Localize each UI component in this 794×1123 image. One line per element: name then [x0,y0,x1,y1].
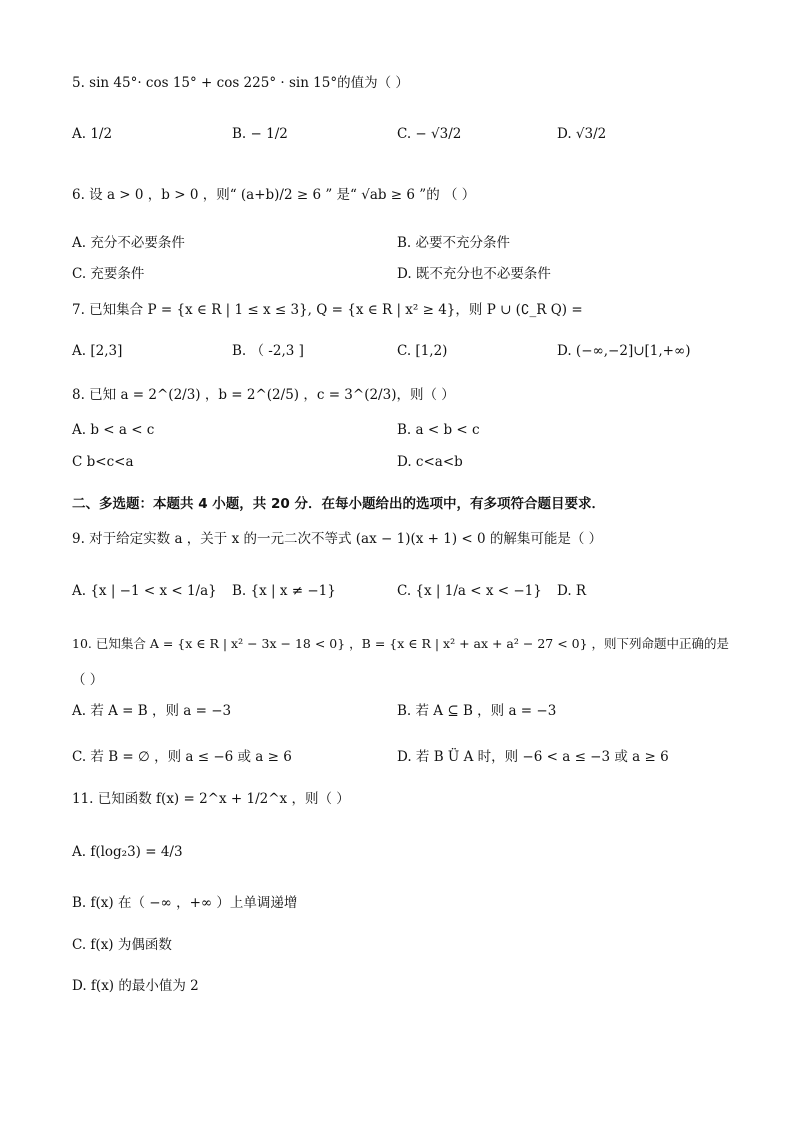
q10-stem: 10. 已知集合 A = {x ∈ R | x² − 3x − 18 < 0} ，B = {x ∈ R | x² + ax + a² − 27 < 0} ，则下列命题中正确的是 [72,636,730,651]
q7-option-d: D. (−∞,−2]∪[1,+∞) [557,343,691,359]
q5-stem: 5. sin 45°· cos 15° + cos 225° · sin 15°的值为（ ） [72,75,409,91]
q9-option-a: A. {x | −1 < x < 1/a} [72,583,217,599]
q10-option-d: D. 若 B Ü A 时，则 −6 < a ≤ −3 或 a ≥ 6 [397,749,669,765]
q9-option-d: D. R [557,583,587,599]
q7-option-c: C. [1,2) [397,343,448,359]
q10-answer-paren: （ ） [72,672,104,688]
q11-option-c: C. f(x) 为偶函数 [72,937,172,953]
q6-option-a: A. 充分不必要条件 [72,235,185,251]
q11-option-a: A. f(log₂3) = 4/3 [72,844,183,860]
q10-option-b: B. 若 A ⊆ B ，则 a = −3 [397,703,557,719]
q8-option-a: A. b < a < c [72,422,155,438]
q7-option-b: B. （ -2,3 ] [232,343,304,359]
q7-stem: 7. 已知集合 P = {x ∈ R | 1 ≤ x ≤ 3}, Q = {x ∈ R | x² ≥ 4}，则 P ∪ (∁_R Q) = [72,302,583,318]
q5-option-c: C. − √3/2 [397,126,462,142]
q9-option-b: B. {x | x ≠ −1} [232,583,336,599]
q5-option-b: B. − 1/2 [232,126,288,142]
q6-option-d: D. 既不充分也不必要条件 [397,266,551,282]
q8-option-c: C b<c<a [72,454,134,470]
q9-option-c: C. {x | 1/a < x < −1} [397,583,542,599]
q8-option-b: B. a < b < c [397,422,480,438]
q6-option-c: C. 充要条件 [72,266,145,282]
q11-option-d: D. f(x) 的最小值为 2 [72,978,199,994]
q6-stem: 6. 设 a > 0 ，b > 0 ，则“ (a+b)/2 ≥ 6 ” 是“ √ab ≥ 6 ”的 （ ） [72,187,476,203]
q11-option-b: B. f(x) 在（ −∞ ，+∞ ）上单调递增 [72,895,298,911]
q9-stem: 9. 对于给定实数 a ，关于 x 的一元二次不等式 (ax − 1)(x + 1) < 0 的解集可能是（ ） [72,531,603,547]
q8-option-d: D. c<a<b [397,454,463,470]
q5-option-d: D. √3/2 [557,126,607,142]
q11-stem: 11. 已知函数 f(x) = 2^x + 1/2^x ，则（ ） [72,791,350,807]
q8-stem: 8. 已知 a = 2^(2/3) ，b = 2^(2/5) ，c = 3^(2/3)，则（ ） [72,387,455,403]
q7-option-a: A. [2,3] [72,343,123,359]
q6-option-b: B. 必要不充分条件 [397,235,511,251]
section-heading: 二、多选题：本题共 4 小题，共 20 分．在每小题给出的选项中，有多项符合题目要求． [72,496,605,512]
q10-option-a: A. 若 A = B ，则 a = −3 [72,703,232,719]
q10-option-c: C. 若 B = ∅ ，则 a ≤ −6 或 a ≥ 6 [72,749,292,765]
q5-option-a: A. 1/2 [72,126,113,142]
